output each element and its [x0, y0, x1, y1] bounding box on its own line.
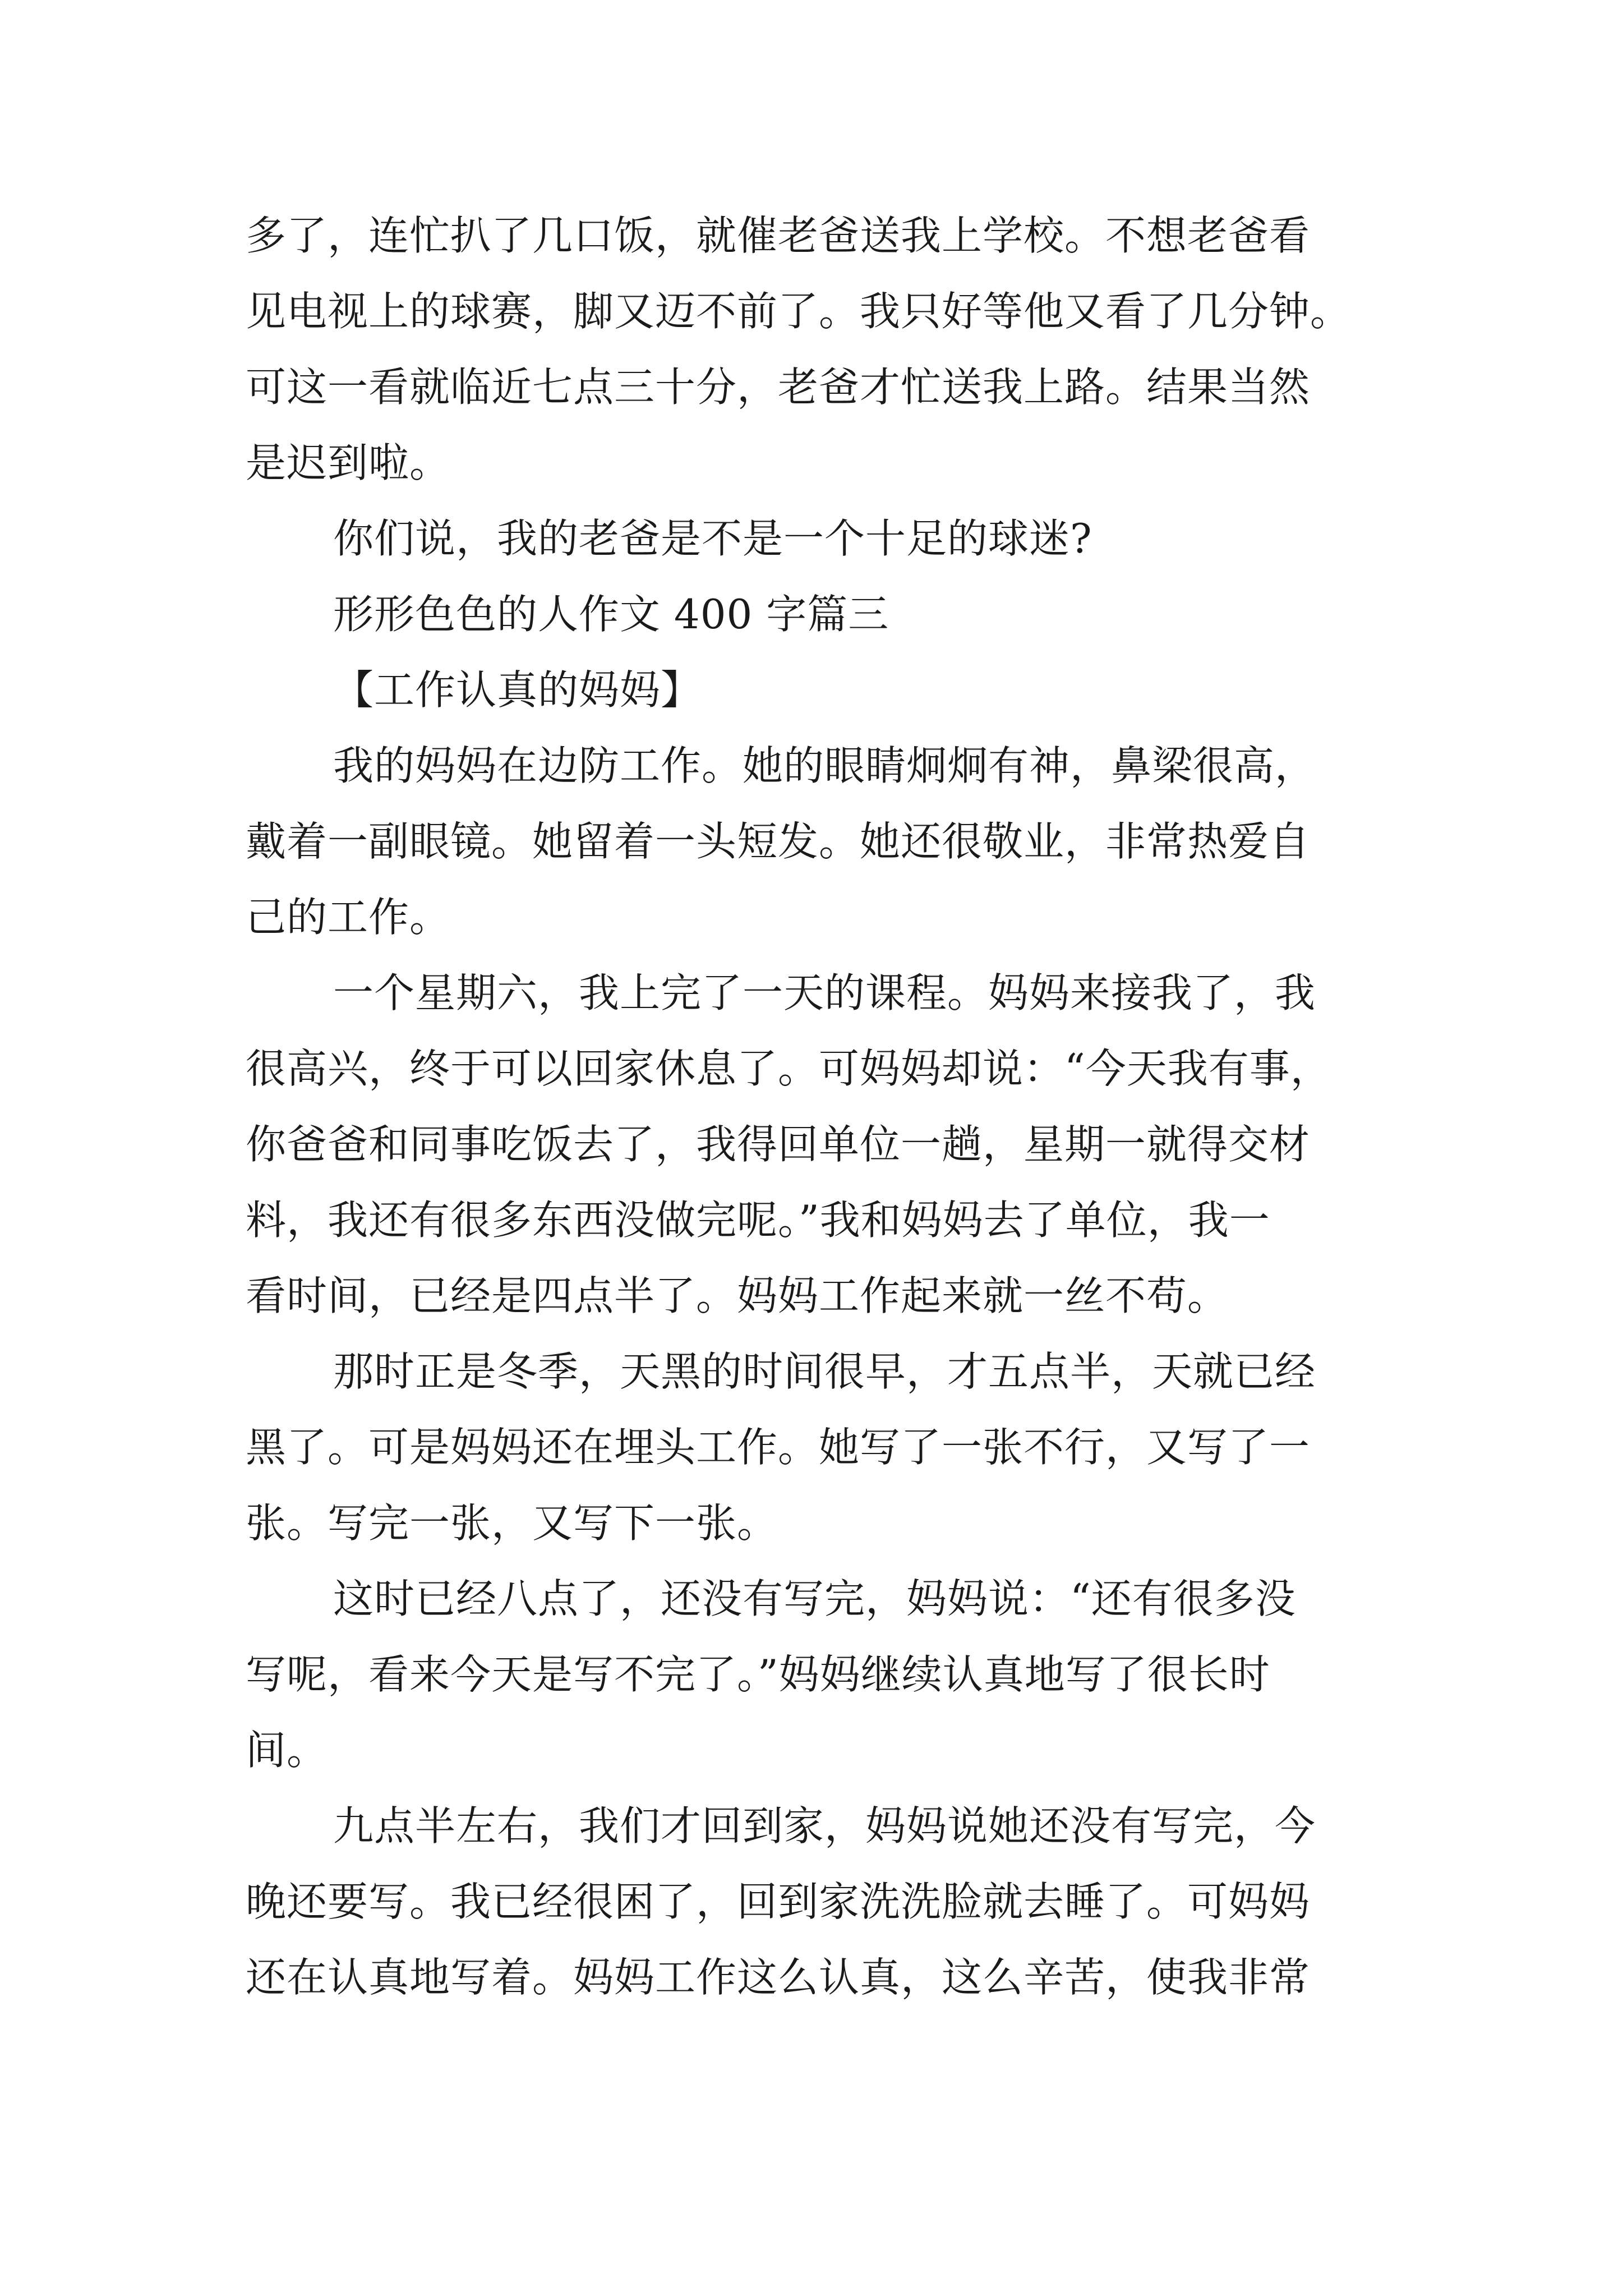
text-line-12: 很高兴，终于可以回家休息了。可妈妈却说：“今天我有事，: [246, 1045, 1331, 1092]
text-line-13: 你爸爸和同事吃饭去了，我得回单位一趟，星期一就得交材: [246, 1121, 1311, 1168]
text-line-2: 见电视上的球赛，脚又迈不前了。我只好等他又看了几分钟。: [246, 288, 1352, 335]
text-line-1: 多了，连忙扒了几口饭，就催老爸送我上学校。不想老爸看: [246, 212, 1311, 259]
text-line-4: 是迟到啦。: [246, 439, 451, 486]
text-line-18: 张。写完一张，又写下一张。: [246, 1499, 778, 1547]
text-line-11: 一个星期六，我上完了一天的课程。妈妈来接我了，我: [333, 969, 1316, 1016]
text-line-15: 看时间，已经是四点半了。妈妈工作起来就一丝不苟。: [246, 1272, 1229, 1319]
section-title: 形形色色的人作文 400 字篇三: [333, 591, 889, 638]
text-line-10: 己的工作。: [246, 894, 451, 941]
text-line-21: 间。: [246, 1727, 328, 1774]
text-line-22: 九点半左右，我们才回到家，妈妈说她还没有写完，今: [333, 1802, 1316, 1849]
text-line-23: 晚还要写。我已经很困了，回到家洗洗脸就去睡了。可妈妈: [246, 1878, 1311, 1925]
text-line-5: 你们说，我的老爸是不是一个十足的球迷?: [333, 515, 1092, 562]
text-line-14: 料，我还有很多东西没做完呢。”我和妈妈去了单位，我一: [246, 1197, 1270, 1244]
section-subtitle: 【工作认真的妈妈】: [333, 666, 702, 714]
text-line-19: 这时已经八点了，还没有写完，妈妈说：“还有很多没: [333, 1575, 1296, 1622]
text-line-8: 我的妈妈在边防工作。她的眼睛炯炯有神，鼻梁很高，: [333, 742, 1316, 789]
text-line-3: 可这一看就临近七点三十分，老爸才忙送我上路。结果当然: [246, 364, 1311, 411]
text-line-16: 那时正是冬季，天黑的时间很早，才五点半，天就已经: [333, 1348, 1316, 1395]
text-line-17: 黑了。可是妈妈还在埋头工作。她写了一张不行，又写了一: [246, 1424, 1311, 1471]
text-line-9: 戴着一副眼镜。她留着一头短发。她还很敬业，非常热爱自: [246, 818, 1311, 865]
text-line-20: 写呢，看来今天是写不完了。”妈妈继续认真地写了很长时: [246, 1651, 1270, 1698]
text-line-24: 还在认真地写着。妈妈工作这么认真，这么辛苦，使我非常: [246, 1954, 1311, 2001]
